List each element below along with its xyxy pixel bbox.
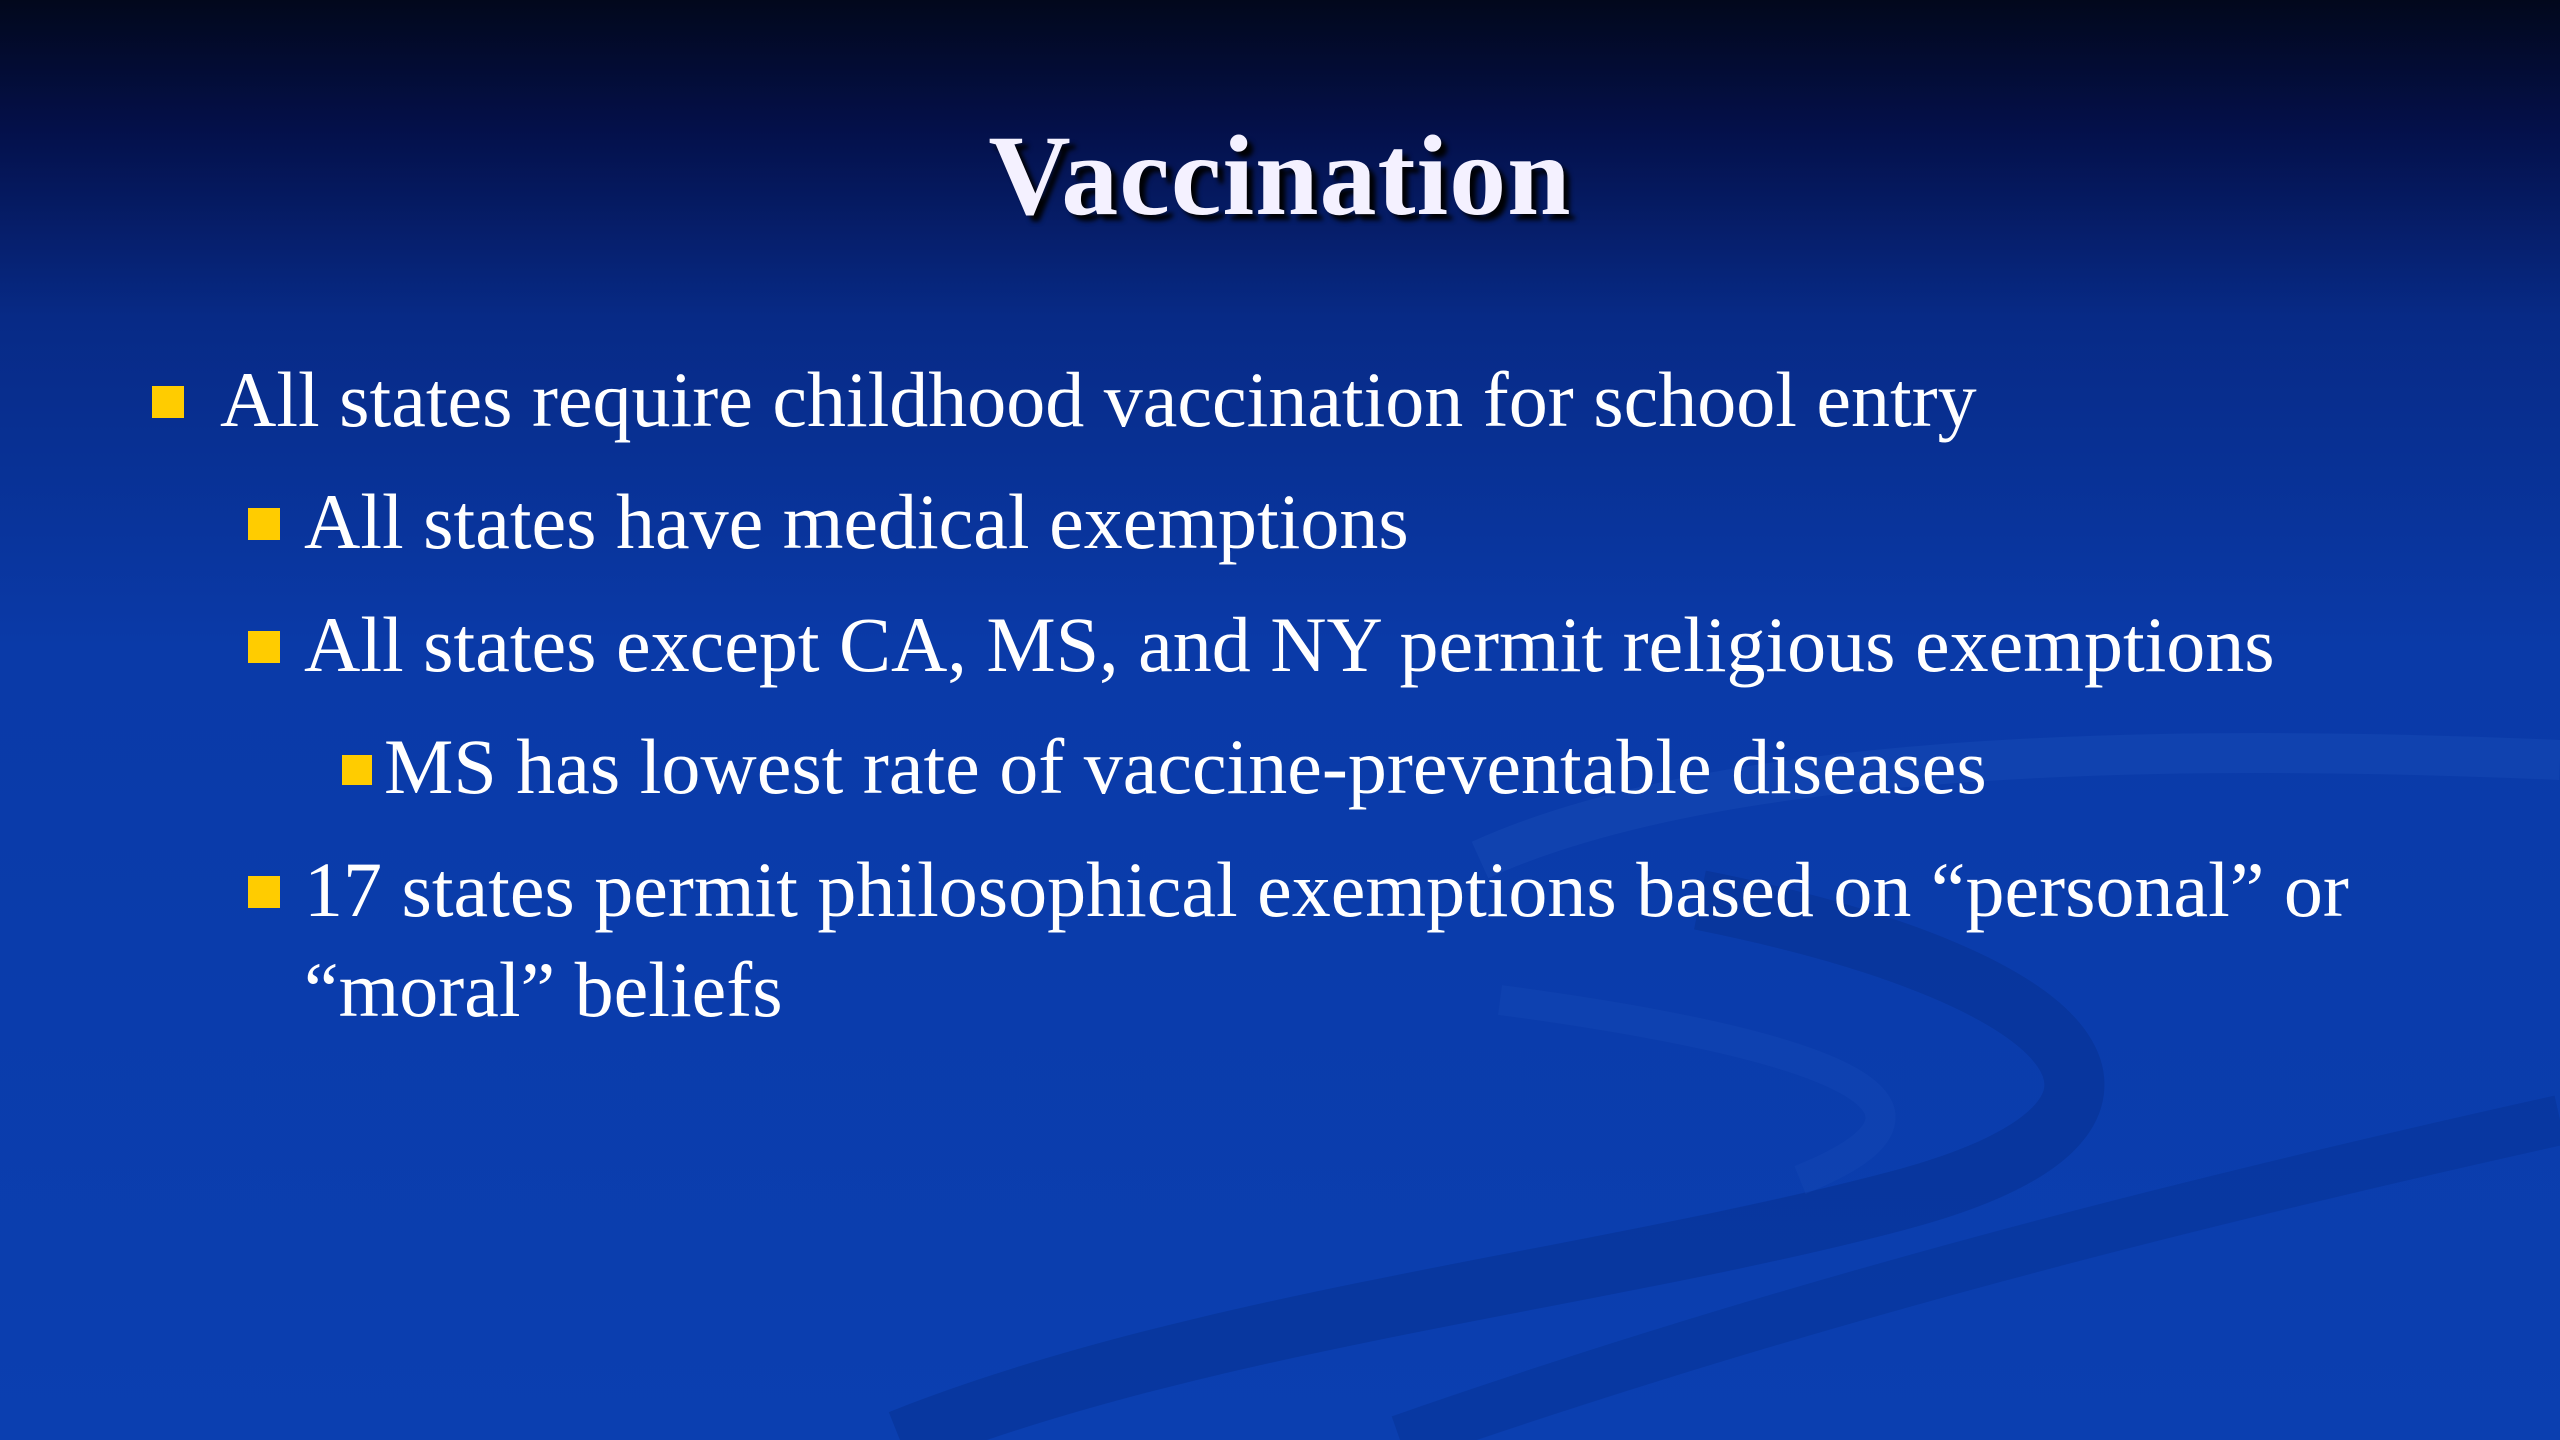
bullet-text: 17 states permit philosophical exemptions based on “personal” or “moral” beliefs bbox=[304, 846, 2349, 1033]
square-bullet-icon bbox=[248, 631, 280, 663]
square-bullet-icon bbox=[248, 876, 280, 908]
bullet-text: All states have medical exemptions bbox=[304, 478, 1409, 565]
square-bullet-icon bbox=[248, 508, 280, 540]
bullet-text: MS has lowest rate of vaccine-preventable diseases bbox=[384, 723, 1987, 810]
square-bullet-icon bbox=[152, 386, 184, 418]
bullet-text: All states except CA, MS, and NY permit religious exemptions bbox=[304, 601, 2275, 688]
bullet-text: All states require childhood vaccination for school entry bbox=[220, 356, 1977, 443]
slide-title: Vaccination bbox=[988, 112, 1572, 239]
bullet-item bbox=[248, 840, 2398, 1050]
square-bullet-icon bbox=[342, 755, 372, 785]
